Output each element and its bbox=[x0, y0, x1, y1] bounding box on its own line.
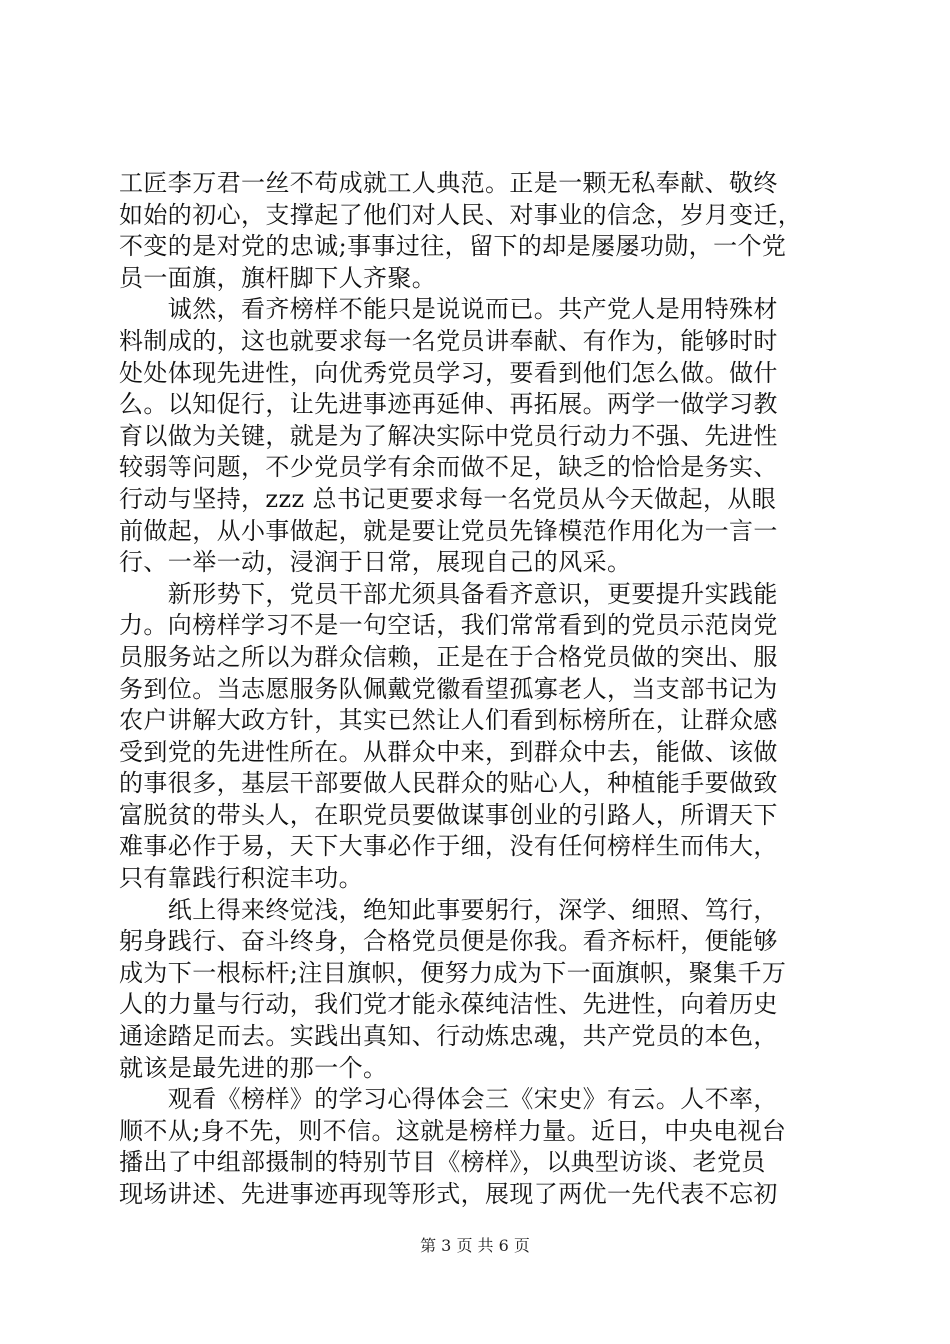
text-line: 通途踏足而去。实践出真知、行动炼忠魂，共产党员的本色， bbox=[119, 1022, 778, 1051]
text-line: 人的力量与行动，我们党才能永葆纯洁性、先进性，向着历史 bbox=[119, 990, 778, 1019]
text-line: 行动与坚持，zzz 总书记更要求每一名党员从今天做起，从眼 bbox=[119, 484, 777, 513]
text-line: 如始的初心，支撑起了他们对人民、对事业的信念，岁月变迁， bbox=[119, 200, 803, 229]
text-line: 新形势下，党员干部尤须具备看齐意识，更要提升实践能 bbox=[119, 579, 778, 608]
text-line: 员一面旗，旗杆脚下人齐聚。 bbox=[119, 263, 437, 292]
text-line: 农户讲解大政方针，其实已然让人们看到标榜所在，让群众感 bbox=[119, 706, 778, 735]
text-line: 育以做为关键，就是为了解决实际中党员行动力不强、先进性 bbox=[119, 421, 778, 450]
text-line: 纸上得来终觉浅，绝知此事要躬行，深学、细照、笃行， bbox=[119, 895, 778, 924]
text-line: 务到位。当志愿服务队佩戴党徽看望孤寡老人，当支部书记为 bbox=[119, 674, 778, 703]
text-line: 行、一举一动，浸润于日常，展现自己的风采。 bbox=[119, 548, 632, 577]
text-line: 躬身践行、奋斗终身，合格党员便是你我。看齐标杆，便能够 bbox=[119, 927, 778, 956]
document-body bbox=[119, 168, 831, 1211]
text-line: 现场讲述、先进事迹再现等形式，展现了两优一先代表不忘初 bbox=[119, 1180, 778, 1208]
text-line: 么。以知促行，让先进事迹再延伸、再拓展。两学一做学习教 bbox=[119, 390, 778, 419]
text-line: 力。向榜样学习不是一句空话，我们常常看到的党员示范岗党 bbox=[119, 611, 778, 640]
text-line: 顺不从;身不先，则不信。这就是榜样力量。近日，中央电视台 bbox=[119, 1116, 787, 1145]
text-line: 观看《榜样》的学习心得体会三《宋史》有云。人不率， bbox=[119, 1085, 778, 1114]
text-line: 工匠李万君一丝不苟成就工人典范。正是一颗无私奉献、敬终 bbox=[119, 169, 778, 197]
text-line: 富脱贫的带头人，在职党员要做谋事创业的引路人，所谓天下 bbox=[119, 800, 778, 829]
text-line: 料制成的，这也就要求每一名党员讲奉献、有作为，能够时时 bbox=[119, 326, 778, 355]
text-line: 只有靠践行积淀丰功。 bbox=[119, 864, 363, 893]
text-line: 难事必作于易，天下大事必作于细，没有任何榜样生而伟大， bbox=[119, 832, 778, 861]
text-line: 员服务站之所以为群众信赖，正是在于合格党员做的突出、服 bbox=[119, 642, 778, 671]
text-line: 成为下一根标杆;注目旗帜，便努力成为下一面旗帜，聚集千万 bbox=[119, 958, 787, 987]
text-line: 的事很多，基层干部要做人民群众的贴心人，种植能手要做致 bbox=[119, 769, 778, 798]
text-line: 不变的是对党的忠诚;事事过往，留下的却是屡屡功勋，一个党 bbox=[119, 232, 787, 261]
text-line: 受到党的先进性所在。从群众中来，到群众中去，能做、该做 bbox=[119, 737, 778, 766]
text-line: 就该是最先进的那一个。 bbox=[119, 1053, 388, 1082]
text-line: 较弱等问题，不少党员学有余而做不足，缺乏的恰恰是务实、 bbox=[119, 453, 778, 482]
text-line: 播出了中组部摄制的特别节目《榜样》，以典型访谈、老党员 bbox=[119, 1148, 766, 1177]
page-footer: 第 3 页 共 6 页 bbox=[420, 1236, 530, 1255]
text-line: 前做起，从小事做起，就是要让党员先锋模范作用化为一言一 bbox=[119, 516, 778, 545]
text-line: 处处体现先进性，向优秀党员学习，要看到他们怎么做。做什 bbox=[119, 358, 778, 387]
text-line: 诚然，看齐榜样不能只是说说而已。共产党人是用特殊材 bbox=[119, 295, 778, 324]
